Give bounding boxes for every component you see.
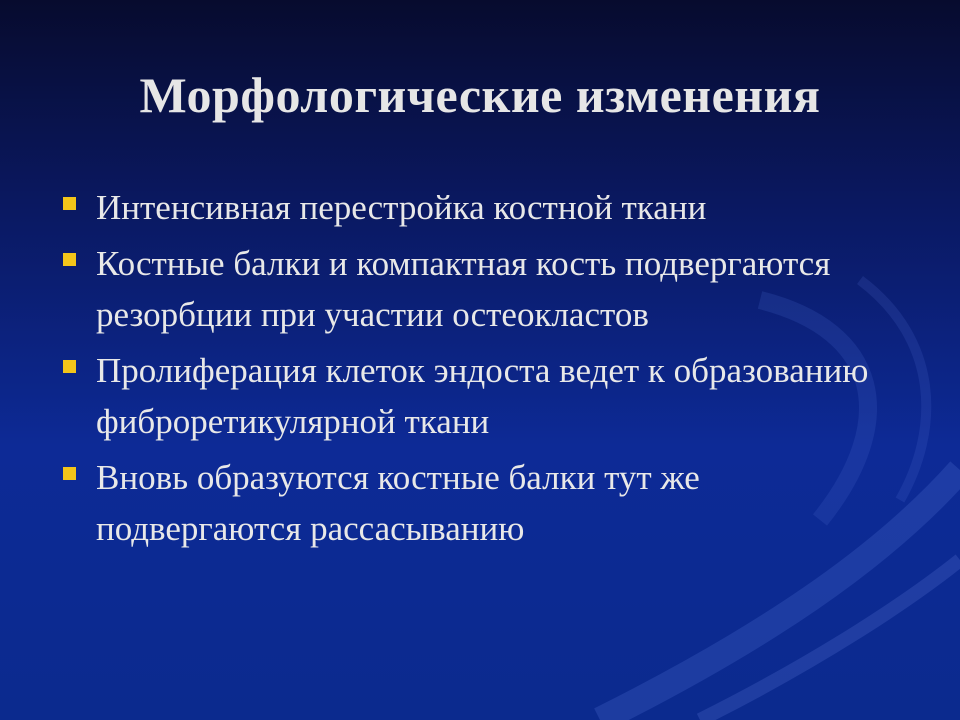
square-bullet-icon xyxy=(63,253,76,266)
bullet-text: Костные балки и компактная кость подвергаются резорбции при участии остеокластов xyxy=(96,244,831,334)
bullet-item xyxy=(60,182,900,233)
square-bullet-icon xyxy=(63,467,76,480)
bullet-item xyxy=(60,452,900,554)
bullet-text: Интенсивная перестройка костной ткани xyxy=(96,188,707,227)
bullet-text: Вновь образуются костные балки тут же подвергаются рассасыванию xyxy=(96,458,700,548)
bullet-list xyxy=(60,182,900,559)
square-bullet-icon xyxy=(63,360,76,373)
square-bullet-icon xyxy=(63,197,76,210)
bullet-item xyxy=(60,345,900,447)
bullet-item xyxy=(60,238,900,340)
bullet-text: Пролиферация клеток эндоста ведет к образованию фиброретикулярной ткани xyxy=(96,351,869,441)
slide-title: Морфологические изменения xyxy=(139,67,821,123)
